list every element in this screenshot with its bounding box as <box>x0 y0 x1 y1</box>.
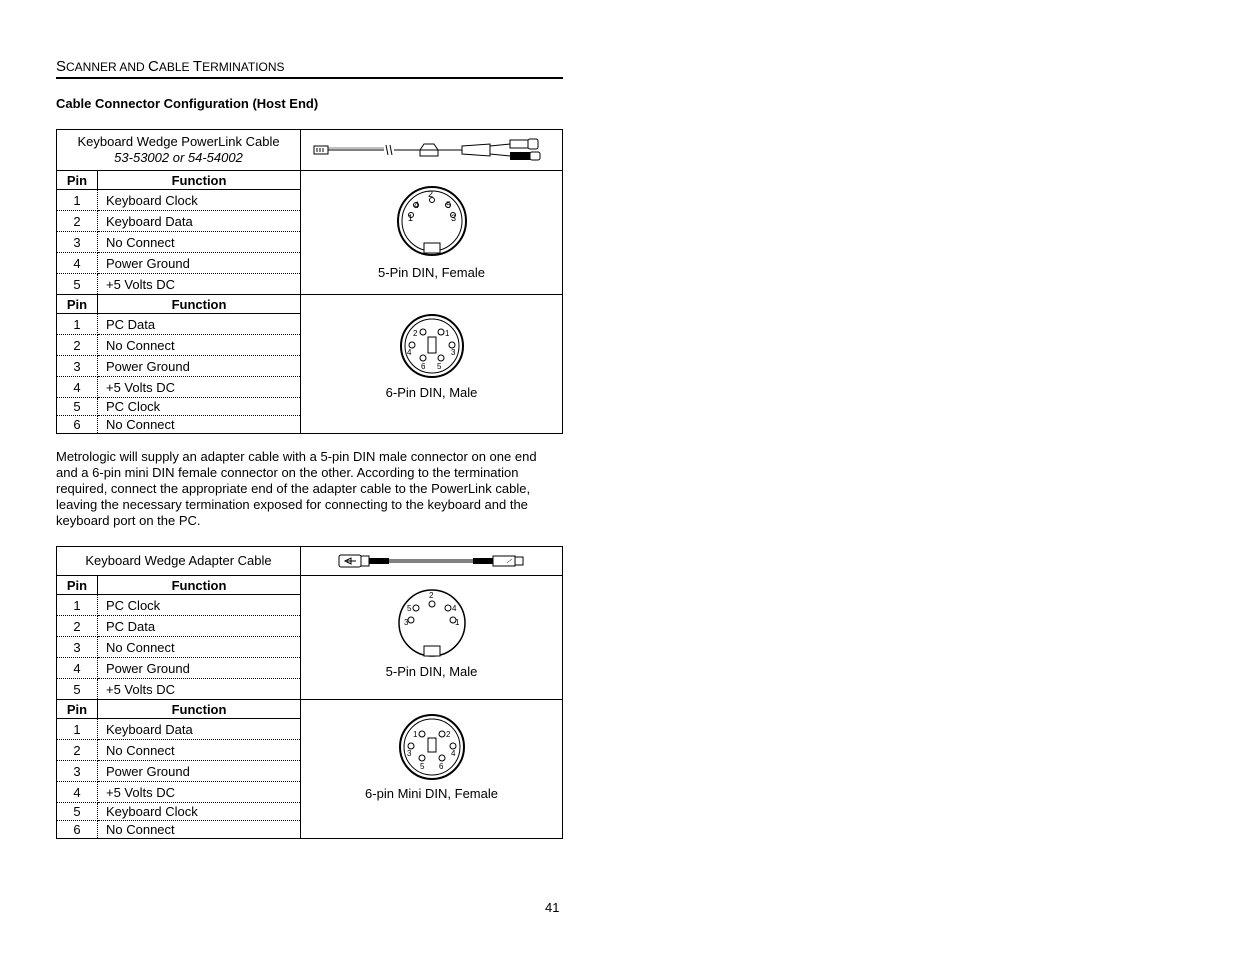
pin-cell: 1 <box>57 719 98 740</box>
function-cell: Power Ground <box>98 356 301 377</box>
mdin6f-pin-6: 6 <box>438 762 443 771</box>
t2b2-connector <box>301 700 563 839</box>
din5f-pin-1: 1 <box>407 213 413 223</box>
pin-cell: 2 <box>57 616 98 637</box>
pin-cell: 4 <box>57 253 98 274</box>
din5f-pin-3: 3 <box>450 213 456 223</box>
function-cell: Keyboard Clock <box>98 190 301 211</box>
din5-male-icon <box>395 586 469 660</box>
din5m-pin-3: 3 <box>403 618 408 627</box>
title-cap-1: S <box>56 58 67 75</box>
din6m-pin-1: 1 <box>444 329 449 338</box>
function-cell: No Connect <box>98 416 301 434</box>
din5m-pin-5: 5 <box>406 604 411 613</box>
pin-cell: 3 <box>57 637 98 658</box>
powerlink-cable-icon <box>312 136 552 164</box>
t2b2-connector-label: 6-pin Mini DIN, Female <box>365 786 498 801</box>
din6m-pin-4: 4 <box>406 348 411 357</box>
title-small-1: CANNER AND <box>66 60 149 74</box>
din5m-pin-2: 2 <box>428 591 433 600</box>
function-cell: PC Clock <box>98 398 301 416</box>
t1b2-pin-header: Pin <box>57 295 98 314</box>
pin-cell: 4 <box>57 782 98 803</box>
table1-part-numbers: 53-53002 or 54-54002 <box>114 150 243 165</box>
pin-cell: 4 <box>57 658 98 679</box>
pin-cell: 5 <box>57 803 98 821</box>
mdin6f-pin-1: 1 <box>412 730 417 739</box>
function-cell: Keyboard Data <box>98 719 301 740</box>
function-cell: PC Data <box>98 314 301 335</box>
din5f-pin-2: 2 <box>427 189 433 199</box>
din5f-pin-5: 5 <box>445 200 451 210</box>
t1b1-connector <box>301 171 563 295</box>
adapter-cable-image <box>301 547 563 576</box>
table1-header <box>57 130 301 171</box>
function-cell: +5 Volts DC <box>98 679 301 700</box>
adapter-cable-table <box>56 546 563 839</box>
function-cell: No Connect <box>98 821 301 839</box>
din6-male-icon <box>397 311 467 381</box>
adapter-cable-icon <box>337 551 527 571</box>
title-small-3: ERMINATIONS <box>202 60 285 74</box>
section-title <box>56 58 563 79</box>
function-cell: +5 Volts DC <box>98 782 301 803</box>
title-small-2: ABLE <box>158 60 193 74</box>
function-cell: +5 Volts DC <box>98 377 301 398</box>
powerlink-cable-table <box>56 129 563 434</box>
din5m-pin-4: 4 <box>451 604 456 613</box>
t1b2-connector-label: 6-Pin DIN, Male <box>385 385 478 400</box>
function-cell: No Connect <box>98 232 301 253</box>
function-cell: PC Clock <box>98 595 301 616</box>
din5f-pin-4: 4 <box>413 200 419 210</box>
t1b2-connector <box>301 295 563 434</box>
din6m-pin-3: 3 <box>450 348 455 357</box>
function-cell: No Connect <box>98 335 301 356</box>
t1b2-function-header: Function <box>98 295 301 314</box>
table2-title: Keyboard Wedge Adapter Cable <box>85 553 272 568</box>
t2b1-connector-label: 5-Pin DIN, Male <box>385 664 478 679</box>
pin-cell: 1 <box>57 314 98 335</box>
function-cell: No Connect <box>98 740 301 761</box>
function-cell: No Connect <box>98 637 301 658</box>
din5-female-icon <box>392 181 472 261</box>
pin-cell: 2 <box>57 211 98 232</box>
function-cell: Power Ground <box>98 761 301 782</box>
page-number: 41 <box>545 900 560 915</box>
t1b1-function-header: Function <box>98 171 301 190</box>
powerlink-cable-image <box>301 130 563 171</box>
function-cell: PC Data <box>98 616 301 637</box>
t2b1-connector <box>301 576 563 700</box>
pin-cell: 6 <box>57 821 98 839</box>
pin-cell: 5 <box>57 398 98 416</box>
pin-cell: 3 <box>57 356 98 377</box>
t2b2-pin-header: Pin <box>57 700 98 719</box>
title-cap-2: C <box>148 58 159 75</box>
t2b2-function-header: Function <box>98 700 301 719</box>
pin-cell: 1 <box>57 595 98 616</box>
table2-header <box>57 547 301 576</box>
mdin6f-pin-5: 5 <box>419 762 424 771</box>
pin-cell: 3 <box>57 232 98 253</box>
pin-cell: 4 <box>57 377 98 398</box>
t2b1-pin-header: Pin <box>57 576 98 595</box>
din6m-pin-5: 5 <box>436 362 441 371</box>
pin-cell: 5 <box>57 679 98 700</box>
mdin6f-pin-3: 3 <box>406 749 411 758</box>
function-cell: Power Ground <box>98 658 301 679</box>
mini-din6-female-icon <box>397 712 467 782</box>
function-cell: +5 Volts DC <box>98 274 301 295</box>
din6m-pin-2: 2 <box>412 329 417 338</box>
din6m-pin-6: 6 <box>420 362 425 371</box>
pin-cell: 1 <box>57 190 98 211</box>
function-cell: Power Ground <box>98 253 301 274</box>
title-cap-3: T <box>192 58 203 75</box>
pin-cell: 5 <box>57 274 98 295</box>
function-cell: Keyboard Clock <box>98 803 301 821</box>
pin-cell: 6 <box>57 416 98 434</box>
mdin6f-pin-2: 2 <box>445 730 450 739</box>
subheading: Cable Connector Configuration (Host End) <box>56 96 319 111</box>
t2b1-function-header: Function <box>98 576 301 595</box>
adapter-paragraph: Metrologic will supply an adapter cable with a 5-pin DIN male connector on one end and a 6-pin mini DIN female connector on the other. According to the termination required, connect the appropriate end of the adapter cable to the PowerLink cable, leaving the necessary termination exposed for connecting to the keyboard and the keyboard port on the PC. <box>56 449 537 528</box>
pin-cell: 2 <box>57 740 98 761</box>
mdin6f-pin-4: 4 <box>450 749 455 758</box>
t1b1-connector-label: 5-Pin DIN, Female <box>378 265 485 280</box>
table1-title: Keyboard Wedge PowerLink Cable <box>77 134 280 149</box>
pin-cell: 3 <box>57 761 98 782</box>
function-cell: Keyboard Data <box>98 211 301 232</box>
din5m-pin-1: 1 <box>454 618 459 627</box>
t1b1-pin-header: Pin <box>57 171 98 190</box>
pin-cell: 2 <box>57 335 98 356</box>
